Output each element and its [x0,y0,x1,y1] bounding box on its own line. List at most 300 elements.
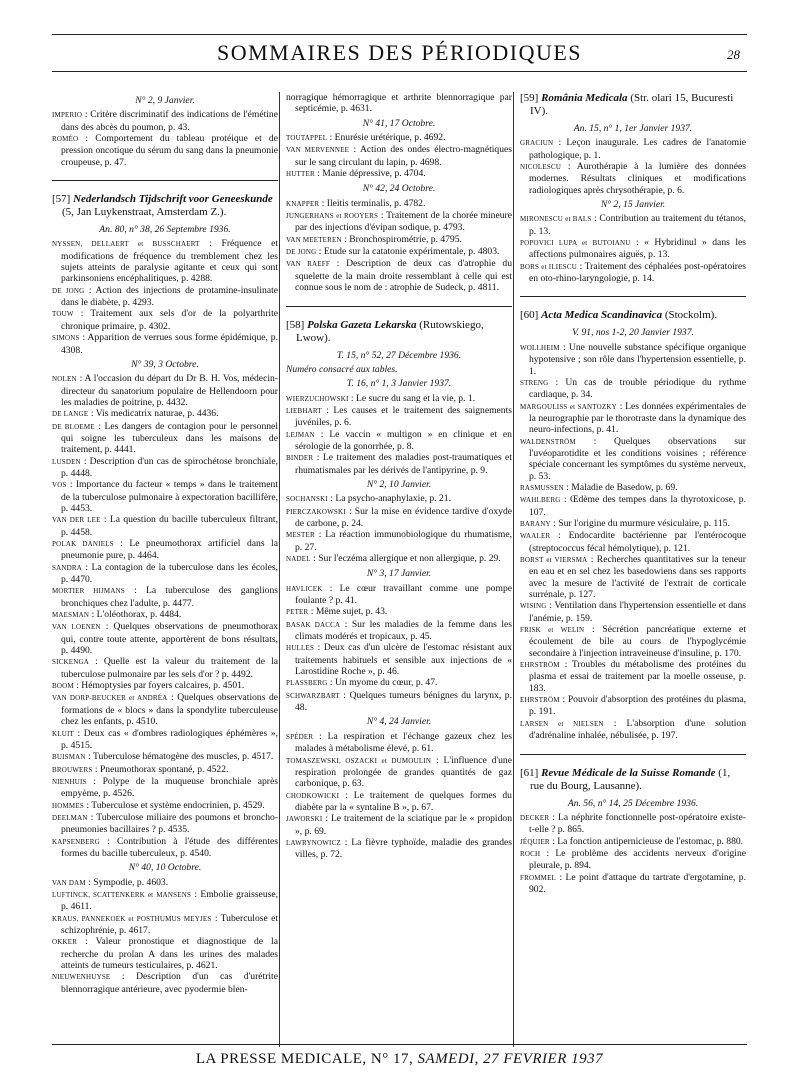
section-separator [52,180,278,181]
article-entry [52,421,278,456]
article-title: norragique hémorragique et arthrite blennorragique par septicémie, p. 4631. [286,92,512,115]
article-title: : Valeur pronostique et diagnostique de la recherche du prolan A dans les urines des malades atteints de tumeurs testiculaires, p. 4621. [61,936,278,972]
article-entry [286,429,512,453]
article-author: EHRSTRÖM [520,696,560,705]
issue-heading: N° 4, 24 Janvier. [366,716,432,728]
footer-journal: LA PRESSE MEDICALE, N° 17, [195,1051,414,1067]
article-author: SICKENGA [52,658,89,667]
article-title: : « Hybridinul » dans les affections pulmonaires aiguës, p. 13. [529,237,746,261]
article-author: PIERCZAKOWSKI [286,507,346,516]
journal-number: [61] [520,766,539,779]
article-entry [286,553,512,565]
article-entry [286,168,512,180]
article-entry [286,642,512,677]
journal-title: Acta Medica Scandinavica [541,309,663,322]
article-title: : Pneumothorax spontané, p. 4522. [94,763,229,775]
article-entry [520,659,746,694]
article-author: EHRSTRÖM [520,661,560,670]
article-title: : Le sucre du sang et la vie, p. 1. [350,392,476,404]
article-title: : Le point d'attaque du tartrate d'ergotamine, p. 902. [529,871,746,895]
article-author: BARANY [520,519,551,528]
article-author: SANDRA [52,563,82,572]
article-entry [286,619,512,643]
article-author: MIRONESCU et BALS [520,215,592,224]
article-entry [520,482,746,494]
article-author: IMPERIO [52,111,83,120]
article-entry [52,609,278,621]
article-title: : Sur l'origine du murmure vésiculaire, p. 115. [553,517,730,529]
article-author: LUSDEN [52,457,81,466]
article-entry [520,530,746,554]
article-author: VAN MERVENNEE [286,146,350,155]
article-title: : Ileitis terminalis, p. 4782. [321,197,426,209]
article-entry [52,332,278,356]
section-separator [520,754,746,755]
journal-address: (1, rue du Bourg, Lausanne). [530,766,731,792]
article-title: : Tuberculose et système endocrinien, p. 4529. [86,799,265,811]
article-entry [52,133,278,168]
article-entry [286,790,512,814]
article-author: LAWRYNOWICZ [286,838,341,847]
journal-address: (Stockolm). [664,309,718,322]
footer [52,1051,747,1068]
article-title: : Œdème des tempes dans la thyrotoxicose, p. 107. [529,494,746,518]
article-title: : Tuberculose miliaire des poumons et broncho-pneumonies bacillaires ? p. 4535. [61,811,278,836]
article-author: WALDENSTRÖM [520,437,576,446]
journal-number: [59] [520,92,539,104]
article-title: : Le cœur travaillant comme une pompe foulante ? p. 41. [295,582,512,607]
article-entry [286,405,512,429]
article-title: : Sécrétion pancréatique externe et écoulement de bile au cours de l'hypoglycémie secondaire à l'injection intraveineuse d'insuline, p. 170. [529,624,746,659]
article-entry [520,237,746,261]
article-title: : Ventilation dans l'hypertension essentielle et dans l'anémie, p. 159. [529,600,746,624]
footer-date: SAMEDI, 27 FEVRIER 1937 [417,1051,604,1067]
article-title: : La contagion de la tuberculose dans les écoles, p. 4470. [61,561,278,586]
article-entry [520,401,746,436]
article-author: NYSSEN, DELLAERT et BUSSCHAERT [52,240,200,249]
journal-heading [286,319,512,345]
article-title: : Deux cas « d'ombres radiologiques éphémères », p. 4515. [61,727,279,751]
article-entry [286,210,512,234]
article-title: : Deux cas d'un ulcère de l'estomac résistant aux traitements habituels et sensible aux injections de « Larostidine Roche », p. 46. [295,642,512,678]
article-author: WISING [520,602,547,611]
article-author: BORS et ILIESCU [520,262,578,271]
article-entry [52,800,278,812]
article-entry [286,132,512,144]
article-entry [286,606,512,618]
article-author: VAN DER LEE [52,516,101,525]
article-entry [52,373,278,408]
article-entry [520,836,746,848]
article-entry [52,776,278,800]
article-title: : Un myome du cœur, p. 47. [329,677,438,689]
article-author: DEELMAN [52,813,88,822]
article-entry [52,479,278,514]
article-entry [286,258,512,293]
article-title: : La respiration et l'échange gazeux chez les malades à métabolisme élevé, p. 61. [295,730,513,755]
article-title: : L'influence d'une respiration prolongée de grandes quantités de gaz carbonique, p. 63. [295,754,512,790]
article-entry [52,692,278,727]
article-title: : Les causes et le traitement des saignements juvéniles, p. 6. [295,404,512,429]
article-author: BROUWERS [52,765,93,774]
article-title: : Une nouvelle substance spécifique organique hypotensive ; son rôle dans l'hypertension essentielle, p. 1. [529,341,746,377]
article-title: : La réaction immunobiologique du rhumatisme, p. 27. [295,529,512,553]
article-author: POPOVICI LUPA et BUTOIANU [520,239,631,248]
article-entry [286,144,512,168]
issue-heading: N° 41, 17 Octobre. [362,117,436,129]
article-author: LIEBHART [286,406,322,415]
article-title: : Tuberculose et schizophrénie, p. 4617. [61,912,278,936]
article-entry [520,872,746,896]
article-author: VAN MEETEREN [286,235,342,244]
section-separator [520,296,746,297]
article-author: MARGOULISS et SANTOZKY [520,402,617,411]
article-title: : Fréquence et modifications de fréquence du tremblement chez les sujets atteints de paralysie agitante et ceux qui sont parkinsoniens encéphalitiques, p. 4288. [61,238,278,285]
article-entry [286,452,512,476]
article-title: : Quelques tumeurs bénignes du larynx, p. 48. [295,689,512,714]
article-author: HOMMES [52,801,84,810]
article-entry [286,677,512,689]
article-title: : Le traitement de la sciatique par le « propidon », p. 69. [295,813,512,837]
article-entry [520,261,746,285]
article-title: : Polype de la muqueuse bronchiale après empyème, p. 4526. [61,775,278,800]
article-title: : Enurésie urétérique, p. 4692. [329,132,446,144]
article-title: : Critère discriminatif des indications de l'émétine dans des abcès du poumon, p. 43. [61,109,278,133]
article-author: WIERZUCHOWSKI [286,394,349,403]
article-entry [286,92,512,115]
article-author: GRACIUN [520,139,554,148]
article-entry [520,554,746,600]
article-title: : Action des injections de protamine-insulinate dans le diabète, p. 4293. [61,284,278,309]
article-title: : Description de deux cas d'atrophie du squelette de la main droite ressemblant à celle qui est connue sous le nom de : atrophie de Sudeck, p. 4811. [295,258,512,294]
article-entry [286,755,512,790]
header-rule [52,71,747,72]
article-entry [52,971,278,995]
article-author: DECKER [520,813,550,822]
article-author: SOCHANSKI [286,495,328,504]
article-entry [286,837,512,861]
article-entry [286,583,512,607]
issue-heading: N° 2, 15 Janvier. [600,199,666,211]
article-title: : Importance du facteur « temps » dans le traitement de la tuberculose pulmonaire à expectoration bacillifère, p. 4453. [61,479,278,514]
issue-heading: T. 15, n° 52, 27 Décembre 1936. [336,349,462,361]
article-entry [52,751,278,763]
article-title: : Manie dépressive, p. 4704. [317,168,426,180]
issue-heading: N° 40, 10 Octobre. [128,862,202,874]
article-entry [286,246,512,258]
article-entry [52,656,278,680]
article-title: : Hémoptysies par foyers calcaires, p. 4501. [76,680,245,692]
journal-address: (Rutowskiego, Lwow). [296,318,484,344]
article-entry [52,562,278,586]
journal-title: Revue Médicale de la Suisse Romande [541,766,716,779]
article-entry [520,213,746,237]
article-author: RASMUSSEN [520,483,564,492]
article-author: HULLES [286,644,315,653]
article-entry [52,728,278,752]
article-entry [520,812,746,836]
article-entry [286,506,512,530]
article-title: : Traitement aux sels d'or de la polyarthrite chronique primaire, p. 4302. [61,308,278,332]
article-author: VAN DAM [52,878,86,887]
page-number: 28 [727,47,740,62]
article-entry [52,585,278,609]
article-author: LEJMAN [286,430,315,439]
article-author: CHODKOWICKI [286,791,340,800]
journal-heading [52,193,278,219]
article-author: DE JONG [52,286,85,295]
issue-heading: An. 15, n° 1, 1er Janvier 1937. [573,123,693,134]
article-entry [520,624,746,659]
article-author: ROMÉO [52,135,79,144]
article-title: : L'absorption d'une solution d'adrénaline inhalée, nébulisée, p. 197. [529,717,746,742]
article-author: POLAK DANIELS [52,540,114,548]
article-author: KRAUS, PANNEKOEK et POSTHUMUS MEYJES [52,914,212,923]
article-entry [52,514,278,538]
article-author: BOOM [52,682,74,691]
article-author: SIMONS [52,334,80,343]
article-title: : Etude sur la catatonie expérimentale, p. 4803. [318,246,500,258]
article-entry [520,694,746,718]
article-author: HAVLICEK [286,584,323,593]
article-entry [286,813,512,837]
article-author: MAESMAN [52,611,90,620]
article-entry [286,529,512,553]
article-title: : La question du bacille tuberculeux filtrant, p. 4458. [61,514,278,538]
article-title: : Un cas de trouble périodique du rythme cardiaque, p. 34. [529,376,746,401]
article-entry [52,913,278,937]
issue-heading: N° 39, 3 Octobre. [131,358,199,370]
article-author: HUTTER [286,170,315,179]
article-author: WAHLBERG [520,496,561,505]
article-title: : Endocardite bactérienne par l'entérocoque (streptococcus fécal hémolytique), p. 121. [529,530,746,554]
issue-heading: N° 42, 24 Octobre. [362,183,436,195]
article-entry [52,308,278,332]
article-entry [52,538,278,562]
article-title: : Les données expérimentales de la neurographie par le thorotraste dans la dynamique des neuro-infections, p. 41. [529,400,746,436]
article-author: NOLEN [52,375,77,384]
article-author: SPÉDER [286,732,314,741]
article-title: : Pouvoir d'absorption des protéines du plasma, p. 191. [529,694,746,718]
article-title: : L'oléothorax, p. 4484. [91,609,182,621]
article-author: PETER [286,608,309,617]
article-title: : Sympodie, p. 4603. [88,876,169,888]
article-entry [52,836,278,860]
article-title: : Quelle est la valeur du traitement de la tuberculose pulmonaire par les sels d'or ? p. 4492. [61,656,278,680]
article-title: : Quelques observations de formations de « blocs » dans la spondylite tuberculeuse chez les enfants, p. 4510. [61,692,278,728]
article-title: : Le traitement des maladies post-traumatiques et rhumatismales par les dérivés de l'antipyrine, p. 9. [295,452,512,476]
article-author: JUNGERHANS et ROOYERS [286,212,379,221]
article-entry [52,877,278,889]
article-author: DE LANGE [52,410,89,419]
article-author: TOUW [52,310,74,319]
article-author: BASAK DACCA [286,620,341,629]
journal-address: (5, Jan Luykenstraat, Amsterdam Z.). [62,206,227,219]
section-separator [286,306,512,307]
article-author: WAALER [520,532,551,541]
article-author: NIEUWENHUYSE [52,973,111,982]
article-entry [52,238,278,284]
article-entry [520,436,746,482]
journal-number: [60] [520,309,539,322]
top-rule [52,34,747,35]
article-author: LUFTINCK, SCATTENKERK et MANSENS [52,890,192,899]
article-title: : Le traitement de quelques formes du diabète par la « syntaline B », p. 67. [295,789,512,813]
article-author: NIENHUIS [52,777,87,786]
article-title: : Embolie graisseuse, p. 4611. [61,888,279,913]
article-title: : Description d'un cas d'urétrite blennorragique antérieure, avec pyodermie blen- [61,971,278,995]
column-3 [520,92,746,895]
article-entry [52,680,278,692]
article-title: : Description d'un cas de spirochétose bronchiale, p. 4448. [61,455,278,479]
article-author: SCHWARZBART [286,691,340,700]
article-title: : La fonction antipernicieuse de l'estomac, p. 880. [552,835,744,847]
page-title: SOMMAIRES DES PÉRIODIQUES [216,40,583,65]
article-title: : Quelques observations de pneumothorax qui, contre toute attente, apportèrent de bons résultats, p. 4490. [61,621,278,657]
issue-heading: N° 3, 17 Janvier. [366,568,432,580]
article-entry [286,493,512,505]
article-author: TOUTAPPEL [286,134,328,143]
article-title: : Comportement du tableau protéique et de pression oncotique du sérum du sang dans la pneumonie croupeuse, p. 47. [61,133,278,168]
journal-title: Polska Gazeta Lekarska [307,318,417,331]
column-divider [279,92,280,1047]
article-entry [520,518,746,530]
article-title: : La fièvre typhoïde, maladie des grandes villes, p. 72. [295,836,512,861]
journal-title: Nederlandsch Tijdschrift voor Geneeskunde [73,193,273,206]
journal-heading [520,767,746,793]
article-author: PLASSBERG [286,679,328,688]
article-author: DE BLOEME [52,422,95,431]
article-title: : Sur la mise en évidence tardive d'oxyde de carbone, p. 24. [295,505,512,529]
article-author: ROCH [520,849,541,858]
article-title: : Sur les maladies de la femme dans les climats modérés et tropicaux, p. 45. [295,618,512,643]
article-author: OKKER [52,938,78,947]
article-entry [52,621,278,656]
article-entry [286,690,512,714]
issue-heading: T. 16, n° 1, 3 Janvier 1937. [346,378,452,390]
article-title: : Vis medicatrix naturae, p. 4436. [90,408,219,420]
article-author: JÉQUIER [520,837,550,846]
journal-number: [57] [52,193,71,206]
column-2 [286,92,512,861]
article-title: : La tuberculose des ganglions bronchiques chez l'adulte, p. 4477. [61,585,278,609]
article-author: BORST et VIERSMA [520,556,588,564]
article-entry [520,718,746,742]
article-author: DE JONG [286,248,317,257]
article-title: : Action des ondes électro-magnétiques sur le sang circulant du lapin, p. 4698. [295,144,512,168]
article-entry [520,494,746,518]
article-title: : Contribution à l'étude des différentes formes du bacille tuberculeux, p. 4540. [61,835,278,859]
article-entry [52,408,278,420]
issue-note: Numéro consacré aux tables. [286,363,398,375]
article-author: KNAPPER [286,199,320,208]
article-entry [520,848,746,872]
issue-heading: V. 91, nos 1-2, 20 Janvier 1937. [572,327,694,339]
article-entry [520,161,746,196]
article-author: NICOLESCU [520,163,562,172]
article-author: BINDER [286,454,314,463]
article-title: : Recherches quantitatives sur la teneur en eau et en sel chez les basedowiens dans ses rapports avec la mesure de l'activité de l'extrait de corticale surrénale, p. 127. [529,554,746,601]
article-title: : Les dangers de contagion pour le personnel qui soigne les tuberculeux dans les maisons de traitement, p. 4441. [61,420,278,456]
article-entry [52,936,278,971]
article-entry [52,764,278,776]
article-title: : Leçon inaugurale. Les cadres de l'anatomie pathologique, p. 1. [529,137,747,161]
article-title: : Maladie de Basedow, p. 69. [566,481,678,493]
article-entry [520,342,746,377]
article-entry [52,889,278,913]
article-author: NADEL [286,555,311,563]
journal-title: România Medicala [541,92,628,104]
article-title: : Aurothérapie à la lumière des données modernes. Résultats cliniques et modifications radiologiques après chrysothérapie, p. 6. [529,161,746,196]
article-entry [286,234,512,246]
column-1 [52,92,278,995]
article-title: : Même sujet, p. 43. [310,606,388,618]
article-author: JAWORSKI [286,815,323,824]
issue-heading: An. 56, n° 14, 25 Décembre 1936. [567,797,699,809]
article-title: : Bronchospirométrie, p. 4795. [344,233,462,245]
journal-heading [520,92,746,118]
issue-heading: An. 80, n° 38, 26 Septembre 1936. [99,224,231,236]
article-author: FROMMEL [520,873,557,882]
article-entry [52,456,278,480]
article-title: : Apparition de verrues sous forme épidémique, p. 4308. [61,332,278,356]
article-title: : Tuberculose hématogène des muscles, p. 4517. [88,751,274,763]
article-entry [520,137,746,161]
article-title: : Troubles du métabolisme des protéines du plasma et essai de traitement par la moelle osseuse, p. 183. [529,659,746,694]
footer-rule [52,1044,747,1045]
journal-number: [58] [286,318,305,331]
article-title: : Traitement des céphalées post-opératoires en oto-rhino-laryngologie, p. 14. [529,260,746,285]
article-title: : Le pneumothorax artificiel dans la pneumonie pure, p. 4464. [61,538,278,562]
article-author: TOMASZEWSKI, OSZACKI et DUMOULIN [286,756,432,765]
column-divider [513,92,514,1047]
article-author: VAN LOENEN [52,623,101,632]
article-author: STRENG [520,378,549,387]
article-author: FRISK et WELIN [520,626,585,635]
article-author: VAN DORP-BEUCKER et ANDRÉA [52,694,168,703]
journal-address: (Str. olari 15, Bucuresti IV). [530,92,734,117]
article-entry [286,731,512,755]
issue-heading: N° 2, 9 Janvier. [135,95,195,106]
article-entry [52,285,278,309]
article-author: WOLLHEIM [520,343,560,352]
article-title: : Sur l'eczéma allergique et non allergique, p. 29. [313,553,501,564]
article-title: : La néphrite fonctionnelle post-opératoire existe-t-elle ? p. 865. [529,811,746,836]
article-author: VAN RAEFF [286,260,330,269]
article-title: : Le vaccin « multigon » en clinique et en sérologie de la gonorrhée, p. 8. [295,428,512,452]
article-author: MESTER [286,531,315,540]
journal-heading [520,309,746,322]
article-author: MORTIER HIJMANS [52,587,125,596]
article-author: VOS [52,481,67,490]
article-author: LARSEN et NIELSEN [520,719,604,728]
article-title: : Contribution au traitement du tétanos, p. 13. [529,213,746,237]
article-entry [286,393,512,405]
article-entry [52,109,278,133]
article-title: : Traitement de la chorée mineure par des injections d'évipan sodique, p. 4793. [295,210,512,234]
article-author: KAPSENBERG [52,837,100,846]
article-author: KLUIT [52,729,74,738]
article-entry [52,812,278,836]
article-entry [520,600,746,624]
article-title: : La psycho-anaphylaxie, p. 21. [330,493,451,505]
article-title: : A l'occasion du départ du Dr B. H. Vos, médecin-directeur du sanatorium populaire de Hellendoorn pour les maladies de poitrine, p. 4432. [61,373,278,408]
article-author: BUISMAN [52,753,86,762]
article-entry [286,198,512,210]
article-title: : Quelques observations sur l'uvéoparotidite et les conditions voisines ; référence spéciale concernant les symptômes du système nerveux, p. 53. [529,435,746,482]
article-entry [520,377,746,401]
article-title: : Le problème des accidents nerveux d'origine pleurale, p. 894. [529,847,747,872]
